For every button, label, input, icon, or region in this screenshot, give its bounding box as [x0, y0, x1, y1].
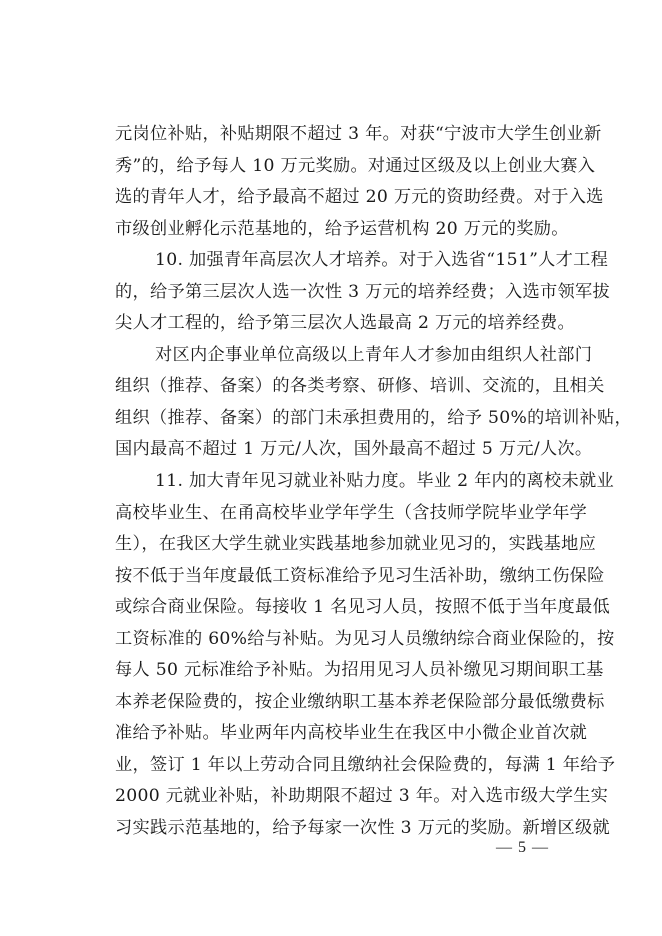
text-line: 准给予补贴。毕业两年内高校毕业生在我区中小微企业首次就: [115, 723, 588, 744]
text-line: 工资标准的 60%给与补贴。为见习人员缴纳综合商业保险的，按: [115, 628, 615, 649]
text-line: 尖人才工程的，给予第三层次人选最高 2 万元的培养经费。: [115, 313, 575, 334]
text-line: 习实践示范基地的，给予每家一次性 3 万元的奖励。新增区级就: [115, 818, 610, 839]
page-number: — 5 —: [496, 839, 549, 856]
text-line: 按不低于当年度最低工资标准给予见习生活补助，缴纳工伤保险: [115, 565, 605, 586]
text-line: 的，给予第三层次人选一次性 3 万元的培养经费；入选市领军拔: [115, 281, 610, 302]
text-line: 选的青年人才，给予最高不超过 20 万元的资助经费。对于入选: [115, 187, 604, 208]
paragraph-start-line: 对区内企事业单位高级以上青年人才参加由组织人社部门: [155, 344, 593, 365]
text-line: 组织（推荐、备案）的部门未承担费用的，给予 50%的培训补贴，: [115, 407, 633, 428]
text-line: 2000 元就业补贴，补助期限不超过 3 年。对入选市级大学生实: [115, 786, 609, 807]
body-text: [115, 119, 633, 845]
text-line: 秀”的，给予每人 10 万元奖励。对通过区级及以上创业大赛入: [115, 155, 596, 176]
text-line: 或综合商业保险。每接收 1 名见习人员，按照不低于当年度最低: [115, 597, 610, 618]
text-line: 国内最高不超过 1 万元/人次，国外最高不超过 5 万元/人次。: [115, 439, 593, 460]
text-line: 组织（推荐、备案）的各类考察、研修、培训、交流的，且相关: [115, 376, 605, 397]
section-heading-line: 11. 加大青年见习就业补贴力度。毕业 2 年内的离校未就业: [155, 471, 614, 492]
text-line: 生），在我区大学生就业实践基地参加就业见习的，实践基地应: [115, 534, 597, 555]
text-line: 市级创业孵化示范基地的，给予运营机构 20 万元的奖励。: [115, 218, 569, 239]
text-line: 业，签订 1 年以上劳动合同且缴纳社会保险费的，每满 1 年给予: [115, 754, 616, 775]
text-line: 每人 50 元标准给予补贴。为招用见习人员补缴见习期间职工基: [115, 660, 604, 681]
text-line: 元岗位补贴，补贴期限不超过 3 年。对获“宁波市大学生创业新: [115, 124, 602, 144]
section-heading-line: 10. 加强青年高层次人才培养。对于入选省“151”人才工程: [155, 250, 609, 271]
text-line: 高校毕业生、在甬高校毕业学年学生（含技师学院毕业学年学: [115, 502, 588, 523]
text-line: 本养老保险费的，按企业缴纳职工基本养老保险部分最低缴费标: [115, 691, 605, 712]
